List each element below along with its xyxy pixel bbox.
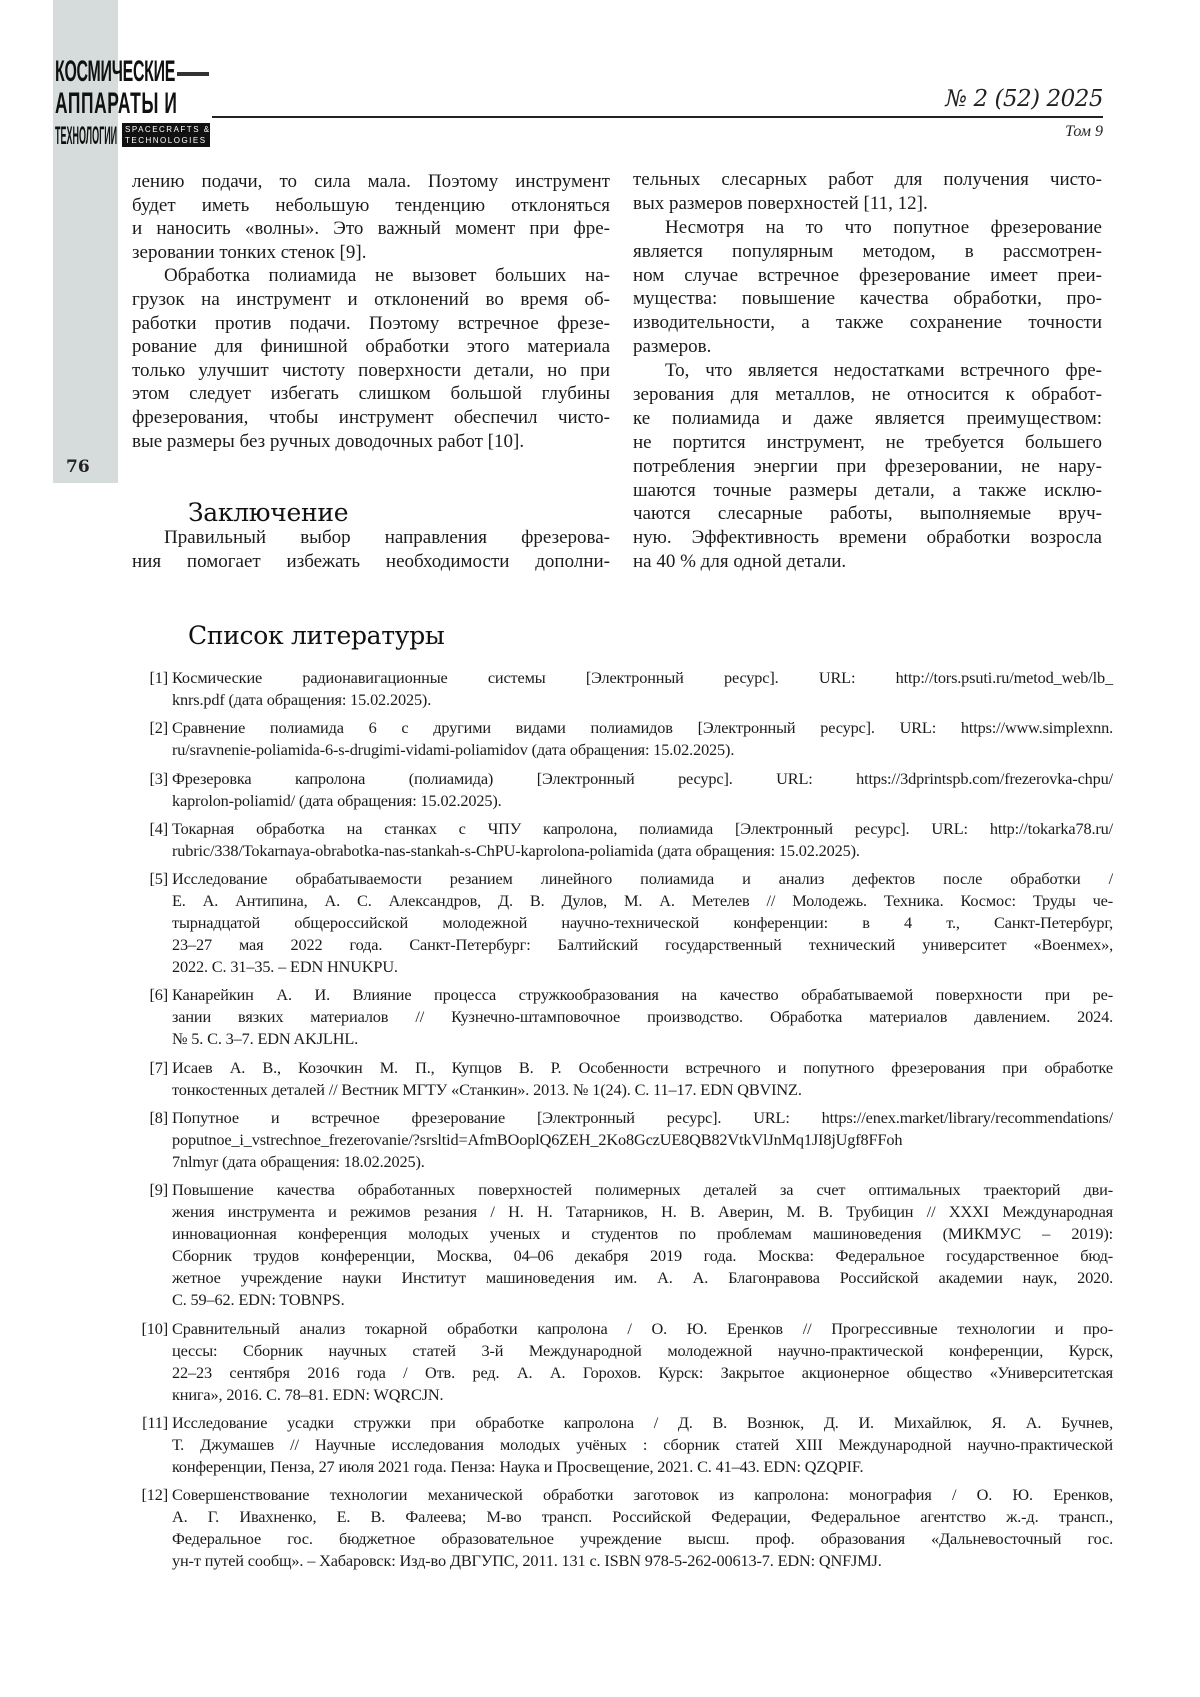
reference-number: [2] — [128, 717, 168, 739]
reference-text-line: жетное учреждение науки Институт машиноведения им. А. А. Благонравова Российской академии наук, 2020. — [172, 1267, 1113, 1289]
text-line: и наносить «волны». Это важный момент при фре- — [132, 217, 610, 241]
text-line: ную. Эффективность времени обработки возросла — [633, 526, 1102, 550]
text-line: шаются точные размеры детали, а также исклю- — [633, 479, 1102, 503]
reference-text-line: жения инструмента и режимов резания / Н. Н. Татарников, Н. В. Аверин, М. В. Трубицин // XXXI Международная — [172, 1201, 1113, 1223]
text-line: чаются слесарные работы, выполняемые вруч- — [633, 502, 1102, 526]
text-line: будет иметь небольшую тенденцию отклоняться — [132, 194, 610, 218]
reference-text-line: ун-т путей сообщ». – Хабаровск: Изд-во ДВГУПС, 2011. 131 с. ISBN 978-5-262-00613-7. EDN: QNFJMJ. — [172, 1550, 1113, 1572]
reference-text-line: ru/sravnenie-poliamida-6-s-drugimi-vidami-poliamidov (дата обращения: 15.02.2025). — [172, 739, 1113, 761]
text-line: зеровании тонких стенок [9]. — [132, 241, 610, 265]
reference-number: [9] — [128, 1179, 168, 1201]
text-line: тельных слесарных работ для получения чисто- — [633, 168, 1102, 192]
reference-item — [128, 1107, 1113, 1173]
text-line: То, что является недостатками встречного фре- — [633, 359, 1102, 383]
reference-item — [128, 1318, 1113, 1406]
reference-text-line: тонкостенных деталей // Вестник МГТУ «Станкин». 2013. № 1(24). С. 11–17. EDN QBVINZ. — [172, 1079, 1113, 1101]
logo-tagline-2: TECHNOLOGIES — [125, 135, 207, 146]
reference-number: [11] — [128, 1412, 168, 1434]
text-line: мущества: повышение качества обработки, про- — [633, 287, 1102, 311]
reference-text-line: kaprolon-poliamid/ (дата обращения: 15.02.2025). — [172, 790, 1113, 812]
reference-number: [4] — [128, 818, 168, 840]
text-line: размеров. — [633, 335, 1102, 359]
references-heading: Список литературы — [188, 621, 445, 650]
issue-number: № 2 (52) 2025 — [945, 86, 1103, 112]
reference-text-line: Космические радионавигационные системы [Электронный ресурс]. URL: http://tors.psuti.ru/metod_web/lb_ — [172, 667, 1113, 689]
reference-text-line: 2022. С. 31–35. – EDN HNUKPU. — [172, 956, 1113, 978]
text-line: грузок на инструмент и отклонений во время об- — [132, 288, 610, 312]
reference-item — [128, 1412, 1113, 1478]
reference-list — [128, 667, 1113, 1579]
reference-number: [1] — [128, 667, 168, 689]
reference-item — [128, 667, 1113, 711]
reference-item — [128, 984, 1113, 1050]
text-line: на 40 % для одной детали. — [633, 550, 1102, 574]
reference-text-line: Исследование усадки стружки при обработке капролона / Д. В. Вознюк, Д. И. Михайлюк, Я. А. Бучнев, — [172, 1412, 1113, 1434]
reference-text-line: poputnoe_i_vstrechnoe_frezerovanie/?srsltid=AfmBOoplQ6ZEH_2Ko8GczUE8QB82VtkVlJnMq1JI8jUgf8FFoh — [172, 1129, 1113, 1151]
reference-text-line: rubric/338/Tokarnaya-obrabotka-nas-stankah-s-ChPU-kaprolona-poliamida (дата обращения: 15.02.2025). — [172, 840, 1113, 862]
text-line: этом следует избегать слишком большой глубины — [132, 382, 610, 406]
reference-item — [128, 768, 1113, 812]
logo-tagline — [122, 123, 210, 147]
reference-text-line: Е. А. Антипина, А. С. Александров, Д. В. Дулов, М. А. Метелев // Молодежь. Техника. Космос: Труды че- — [172, 890, 1113, 912]
reference-number: [12] — [128, 1484, 168, 1506]
reference-text-line: Канарейкин А. И. Влияние процесса стружкообразования на качество обрабатываемой поверхности при ре- — [172, 984, 1113, 1006]
reference-number: [5] — [128, 868, 168, 890]
reference-text-line: Попутное и встречное фрезерование [Электронный ресурс]. URL: https://enex.market/library/recommendations/ — [172, 1107, 1113, 1129]
body-column-left — [132, 170, 610, 453]
reference-text-line: Сборник трудов конференции, Москва, 04–06 декабря 2019 года. Москва: Федеральное государственное бюд- — [172, 1245, 1113, 1267]
text-line: вых размеров поверхностей [11, 12]. — [633, 192, 1102, 216]
reference-text-line: С. 59–62. EDN: TOBNPS. — [172, 1289, 1113, 1311]
text-line: изводительности, а также сохранение точности — [633, 311, 1102, 335]
text-line: рование для финишной обработки этого материала — [132, 335, 610, 359]
logo-line-3: ТЕХНОЛОГИИ — [55, 124, 117, 149]
conclusion-paragraph — [132, 526, 610, 574]
reference-number: [8] — [128, 1107, 168, 1129]
text-line: ке полиамида и даже является преимуществом: — [633, 407, 1102, 431]
text-line: Несмотря на то что попутное фрезерование — [633, 216, 1102, 240]
page-number: 76 — [66, 457, 90, 477]
text-line: ния помогает избежать необходимости дополни- — [132, 550, 610, 574]
reference-text-line: конференции, Пенза, 27 июля 2021 года. Пенза: Наука и Просвещение, 2021. С. 41–43. EDN: QZQPIF. — [172, 1456, 1113, 1478]
reference-number: [6] — [128, 984, 168, 1006]
text-line: является популярным методом, в рассмотрен- — [633, 240, 1102, 264]
body-column-right — [633, 168, 1102, 574]
reference-text-line: Т. Джумашев // Научные исследования молодых учёных : сборник статей XIII Международной научно-практической — [172, 1434, 1113, 1456]
logo-tagline-1: SPACECRAFTS & — [125, 124, 207, 135]
text-line: фрезерования, чтобы инструмент обеспечил чисто- — [132, 406, 610, 430]
logo-small-mark — [177, 72, 209, 76]
logo-line-1: КОСМИЧЕСКИЕ — [55, 57, 175, 87]
text-line: ном случае встречное фрезерование имеет преи- — [633, 264, 1102, 288]
reference-text-line: Повышение качества обработанных поверхностей полимерных деталей за счет оптимальных траекторий дви- — [172, 1179, 1113, 1201]
reference-number: [10] — [128, 1318, 168, 1340]
volume-number: Том 9 — [1065, 123, 1103, 141]
reference-text-line: 7nlmyr (дата обращения: 18.02.2025). — [172, 1151, 1113, 1173]
reference-item — [128, 717, 1113, 761]
reference-text-line: цессы: Сборник научных статей 3-й Международной молодежной научно-практической конференции, Курск, — [172, 1340, 1113, 1362]
reference-text-line: 23–27 мая 2022 года. Санкт-Петербург: Балтийский государственный технический университет «Военмех», — [172, 934, 1113, 956]
reference-text-line: 22–23 сентября 2016 года / Отв. ред. А. А. Горохов. Курск: Закрытое акционерное общество «Университетская — [172, 1362, 1113, 1384]
reference-text-line: Исследование обрабатываемости резанием линейного полиамида и анализ дефектов после обработки / — [172, 868, 1113, 890]
reference-text-line: А. Г. Ивахненко, Е. В. Фалеева; М-во трансп. Российской Федерации, Федеральное агентство ж.-д. трансп., — [172, 1506, 1113, 1528]
journal-logo — [55, 55, 211, 149]
text-line: зерования для металлов, не относится к обработ- — [633, 383, 1102, 407]
logo-line-2: АППАРАТЫ И — [55, 89, 177, 119]
reference-item — [128, 868, 1113, 978]
text-line: только улучшит чистоту поверхности детали, но при — [132, 359, 610, 383]
reference-number: [3] — [128, 768, 168, 790]
text-line: лению подачи, то сила мала. Поэтому инструмент — [132, 170, 610, 194]
reference-item — [128, 1057, 1113, 1101]
reference-text-line: инновационная конференция молодых ученых и студентов по проблемам машиноведения (МИКМУС – 2019): — [172, 1223, 1113, 1245]
text-line: работки против подачи. Поэтому встречное фрезе- — [132, 312, 610, 336]
reference-text-line: Токарная обработка на станках с ЧПУ капролона, полиамида [Электронный ресурс]. URL: http://tokarka78.ru/ — [172, 818, 1113, 840]
reference-item — [128, 1484, 1113, 1572]
reference-text-line: Федеральное гос. бюджетное образовательное учреждение высш. проф. образования «Дальневосточный гос. — [172, 1528, 1113, 1550]
reference-text-line: № 5. С. 3–7. EDN AKJLHL. — [172, 1028, 1113, 1050]
reference-text-line: Сравнение полиамида 6 с другими видами полиамидов [Электронный ресурс]. URL: https://www.simplexnn. — [172, 717, 1113, 739]
reference-number: [7] — [128, 1057, 168, 1079]
text-line: вые размеры без ручных доводочных работ [10]. — [132, 430, 610, 454]
reference-text-line: Сравнительный анализ токарной обработки капролона / О. Ю. Еренков // Прогрессивные технологии и про- — [172, 1318, 1113, 1340]
reference-text-line: книга», 2016. С. 78–81. EDN: WQRCJN. — [172, 1384, 1113, 1406]
reference-text-line: тырнадцатой общероссийской молодежной научно-технической конференции: в 4 т., Санкт-Петербург, — [172, 912, 1113, 934]
reference-text-line: Исаев А. В., Козочкин М. П., Купцов В. Р. Особенности встречного и попутного фрезерования при обработке — [172, 1057, 1113, 1079]
reference-text-line: knrs.pdf (дата обращения: 15.02.2025). — [172, 689, 1113, 711]
text-line: Обработка полиамида не вызовет больших на- — [132, 264, 610, 288]
header-rule — [212, 116, 1103, 118]
reference-text-line: Фрезеровка капролона (полиамида) [Электронный ресурс]. URL: https://3dprintspb.com/frezerovka-chpu/ — [172, 768, 1113, 790]
text-line: не портится инструмент, не требуется большего — [633, 431, 1102, 455]
conclusion-heading: Заключение — [188, 498, 348, 527]
reference-text-line: Совершенствование технологии механической обработки заготовок из капролона: монография / О. Ю. Еренков, — [172, 1484, 1113, 1506]
reference-item — [128, 818, 1113, 862]
text-line: потребления энергии при фрезеровании, не нару- — [633, 455, 1102, 479]
reference-item — [128, 1179, 1113, 1311]
text-line: Правильный выбор направления фрезерова- — [132, 526, 610, 550]
reference-text-line: зании вязких материалов // Кузнечно-штамповочное производство. Обработка материалов давлением. 2024. — [172, 1006, 1113, 1028]
